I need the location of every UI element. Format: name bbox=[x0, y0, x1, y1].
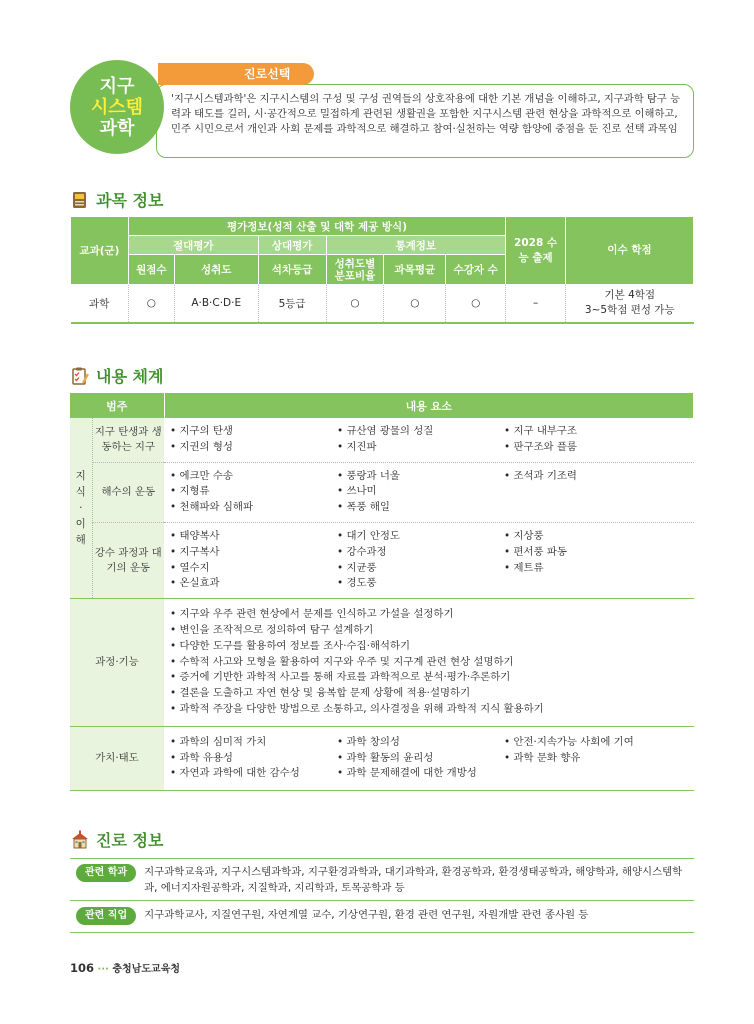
process-list bbox=[170, 607, 694, 718]
category-knowledge bbox=[70, 418, 92, 599]
list-item: • 대기 안정도 bbox=[337, 529, 504, 545]
list-item: • 과학 문화 향유 bbox=[504, 751, 671, 767]
cell-average: ○ bbox=[384, 285, 446, 323]
list-item: • 열수지 bbox=[170, 561, 337, 577]
career-divider bbox=[70, 932, 694, 933]
list-item: • 결론을 도출하고 자연 현상 및 융복합 문제 상황에 적용·설명하기 bbox=[170, 686, 694, 702]
section-title: 진로 정보 bbox=[96, 831, 164, 850]
list-item: • 지상풍 bbox=[504, 529, 671, 545]
career-divider bbox=[70, 900, 694, 901]
list-item: • 지구복사 bbox=[170, 545, 337, 561]
credits-line1: 기본 4학점 bbox=[604, 289, 656, 302]
cell-credits bbox=[566, 285, 694, 323]
category-values: 가치·태도 bbox=[70, 726, 164, 790]
list-item: • 과학의 심미적 가치 bbox=[170, 735, 337, 751]
cell-subject-group: 과학 bbox=[71, 285, 129, 323]
list-item: • 폭풍 해일 bbox=[337, 500, 504, 516]
footer-dots: ··· bbox=[97, 964, 109, 975]
cell-suneung: – bbox=[506, 285, 566, 323]
elements-ocean bbox=[164, 462, 694, 522]
list-item: • 자연과 과학에 대한 감수성 bbox=[170, 766, 337, 782]
table-row bbox=[70, 522, 694, 598]
category-ocean: 해수의 운동 bbox=[92, 462, 164, 522]
content-heading bbox=[70, 364, 163, 387]
list-col3 bbox=[504, 469, 671, 516]
cell-students: ○ bbox=[446, 285, 506, 323]
header-relative: 상대평가 bbox=[258, 236, 326, 255]
page-footer bbox=[70, 960, 180, 975]
header-absolute: 절대평가 bbox=[128, 236, 258, 255]
list-item: • 천해파와 심해파 bbox=[170, 500, 337, 516]
subject-info-table bbox=[70, 216, 694, 324]
cell-distribution: ○ bbox=[326, 285, 384, 323]
header-distribution: 성취도별 분포비율 bbox=[326, 255, 384, 285]
list-item: • 안전·지속가능 사회에 기여 bbox=[504, 735, 671, 751]
cell-raw-score: ○ bbox=[128, 285, 174, 323]
page-number: 106 bbox=[70, 961, 95, 975]
category-atmosphere: 강수 과정과 대기의 운동 bbox=[92, 522, 164, 598]
list-col2 bbox=[337, 469, 504, 516]
header-rank: 석차등급 bbox=[258, 255, 326, 285]
related-jobs-label: 관련 직업 bbox=[76, 907, 136, 925]
list-col1 bbox=[170, 735, 337, 782]
list-item: • 지진파 bbox=[337, 440, 504, 456]
book-icon bbox=[70, 190, 90, 210]
table-row bbox=[71, 285, 694, 323]
header-raw-score: 원점수 bbox=[128, 255, 174, 285]
table-row bbox=[70, 418, 694, 462]
list-col3 bbox=[504, 735, 671, 782]
list-col2 bbox=[337, 424, 504, 456]
elements-values bbox=[164, 726, 694, 790]
list-item: • 수학적 사고와 모형을 활용하여 지구와 우주 및 지구계 관련 현상 설명하기 bbox=[170, 655, 694, 671]
header-achievement: 성취도 bbox=[174, 255, 258, 285]
list-item: • 지형류 bbox=[170, 484, 337, 500]
checklist-icon bbox=[70, 366, 90, 386]
list-item: • 태양복사 bbox=[170, 529, 337, 545]
subject-title-badge bbox=[70, 60, 164, 154]
list-item: • 지구와 우주 관련 현상에서 문제를 인식하고 가설을 설정하기 bbox=[170, 607, 694, 623]
list-item: • 다양한 도구를 활용하여 정보를 조사·수집·해석하기 bbox=[170, 639, 694, 655]
list-item: • 강수과정 bbox=[337, 545, 504, 561]
list-item: • 경도풍 bbox=[337, 576, 504, 592]
list-item: • 지균풍 bbox=[337, 561, 504, 577]
list-item: • 쓰나미 bbox=[337, 484, 504, 500]
content-system-table bbox=[70, 393, 694, 791]
credits-line2: 3~5학점 편성 가능 bbox=[584, 304, 675, 317]
table-row bbox=[70, 599, 694, 727]
list-item: • 규산염 광물의 성질 bbox=[337, 424, 504, 440]
header-eval-info: 평가정보(성적 산출 및 대학 제공 방식) bbox=[128, 217, 505, 236]
school-icon bbox=[70, 830, 90, 850]
list-item: • 과학 유용성 bbox=[170, 751, 337, 767]
table-row bbox=[70, 726, 694, 790]
list-col3 bbox=[504, 424, 671, 456]
category-earth-birth: 지구 탄생과 생동하는 지구 bbox=[92, 418, 164, 462]
table-row bbox=[70, 462, 694, 522]
list-item: • 과학 창의성 bbox=[337, 735, 504, 751]
subject-title-line2: 시스템 bbox=[90, 96, 144, 118]
list-col1 bbox=[170, 424, 337, 456]
list-item: • 지권의 형성 bbox=[170, 440, 337, 456]
section-title: 내용 체계 bbox=[96, 367, 164, 386]
header-stats: 통계정보 bbox=[326, 236, 506, 255]
header-category: 범주 bbox=[70, 393, 164, 418]
subject-title-line1: 지구 bbox=[99, 75, 135, 97]
cell-rank: 5등급 bbox=[258, 285, 326, 323]
header-credits: 이수 학점 bbox=[566, 217, 694, 285]
header-students: 수강자 수 bbox=[446, 255, 506, 285]
related-jobs-text: 지구과학교사, 지질연구원, 자연계열 교수, 기상연구원, 환경 관련 연구원, 자원개발 관련 종사원 등 bbox=[144, 909, 589, 921]
elements-earth-birth bbox=[164, 418, 694, 462]
header-suneung: 2028 수능 출제 bbox=[506, 217, 566, 285]
subject-title-line3: 과학 bbox=[99, 117, 135, 139]
list-item: • 풍랑과 너울 bbox=[337, 469, 504, 485]
subject-header bbox=[70, 60, 694, 160]
list-item: • 과학 문제해결에 대한 개방성 bbox=[337, 766, 504, 782]
list-item: • 지구의 탄생 bbox=[170, 424, 337, 440]
list-item: • 과학적 주장을 다양한 방법으로 소통하고, 의사결정을 위해 과학적 지식 활용하기 bbox=[170, 702, 694, 718]
list-col2 bbox=[337, 529, 504, 592]
list-item: • 온실효과 bbox=[170, 576, 337, 592]
related-departments-label: 관련 학과 bbox=[76, 864, 136, 882]
career-divider bbox=[70, 858, 694, 859]
list-item: • 판구조와 플룸 bbox=[504, 440, 671, 456]
subject-description: '지구시스템과학'은 지구시스템의 구성 및 구성 권역들의 상호작용에 대한 기본 개념을 이해하고, 지구과학 탐구 능력과 태도를 길러, 시·공간적으로 밀접하게 관련된 생활권을 포함한 지구시스템 관련 현상을 과학적으로 이해하고, 민주 시민으로서 개인과 사회 문제를 과학적으로 해결하고 참여·실천하는 역량 함양에 중점을 둔 진로 선택 과목임 bbox=[156, 84, 694, 158]
list-col3 bbox=[504, 529, 671, 592]
subject-info-heading bbox=[70, 188, 163, 211]
publisher-name: 충청남도교육청 bbox=[112, 964, 181, 975]
career-heading bbox=[70, 828, 163, 851]
related-departments-row bbox=[70, 864, 694, 896]
list-item: • 제트류 bbox=[504, 561, 671, 577]
related-departments-text: 지구과학교육과, 지구시스템과학과, 지구환경과학과, 대기과학과, 환경공학과, 환경생태공학과, 해양학과, 해양시스템학과, 에너지자원공학과, 지질학과, 지리학과, 토목공학과 등 bbox=[144, 866, 683, 894]
cell-achievement: A·B·C·D·E bbox=[174, 285, 258, 323]
list-item: • 과학 활동의 윤리성 bbox=[337, 751, 504, 767]
header-elements: 내용 요소 bbox=[164, 393, 694, 418]
category-knowledge-label: 지식·이해 bbox=[75, 470, 86, 547]
list-item: • 변인을 조작적으로 정의하여 탐구 설계하기 bbox=[170, 623, 694, 639]
course-type-tab: 진로선택 bbox=[158, 63, 314, 85]
list-item: • 에크만 수송 bbox=[170, 469, 337, 485]
header-subject-group: 교과(군) bbox=[71, 217, 129, 285]
category-process: 과정·기능 bbox=[70, 599, 164, 727]
related-jobs-row bbox=[70, 907, 694, 925]
list-item: • 증거에 기반한 과학적 사고를 통해 자료를 과학적으로 분석·평가·추론하기 bbox=[170, 670, 694, 686]
list-item: • 지구 내부구조 bbox=[504, 424, 671, 440]
list-col1 bbox=[170, 529, 337, 592]
elements-atmosphere bbox=[164, 522, 694, 598]
list-item: • 조석과 기조력 bbox=[504, 469, 671, 485]
list-col1 bbox=[170, 469, 337, 516]
header-average: 과목평균 bbox=[384, 255, 446, 285]
elements-process bbox=[164, 599, 694, 727]
section-title: 과목 정보 bbox=[96, 191, 164, 210]
list-col2 bbox=[337, 735, 504, 782]
list-item: • 편서풍 파동 bbox=[504, 545, 671, 561]
